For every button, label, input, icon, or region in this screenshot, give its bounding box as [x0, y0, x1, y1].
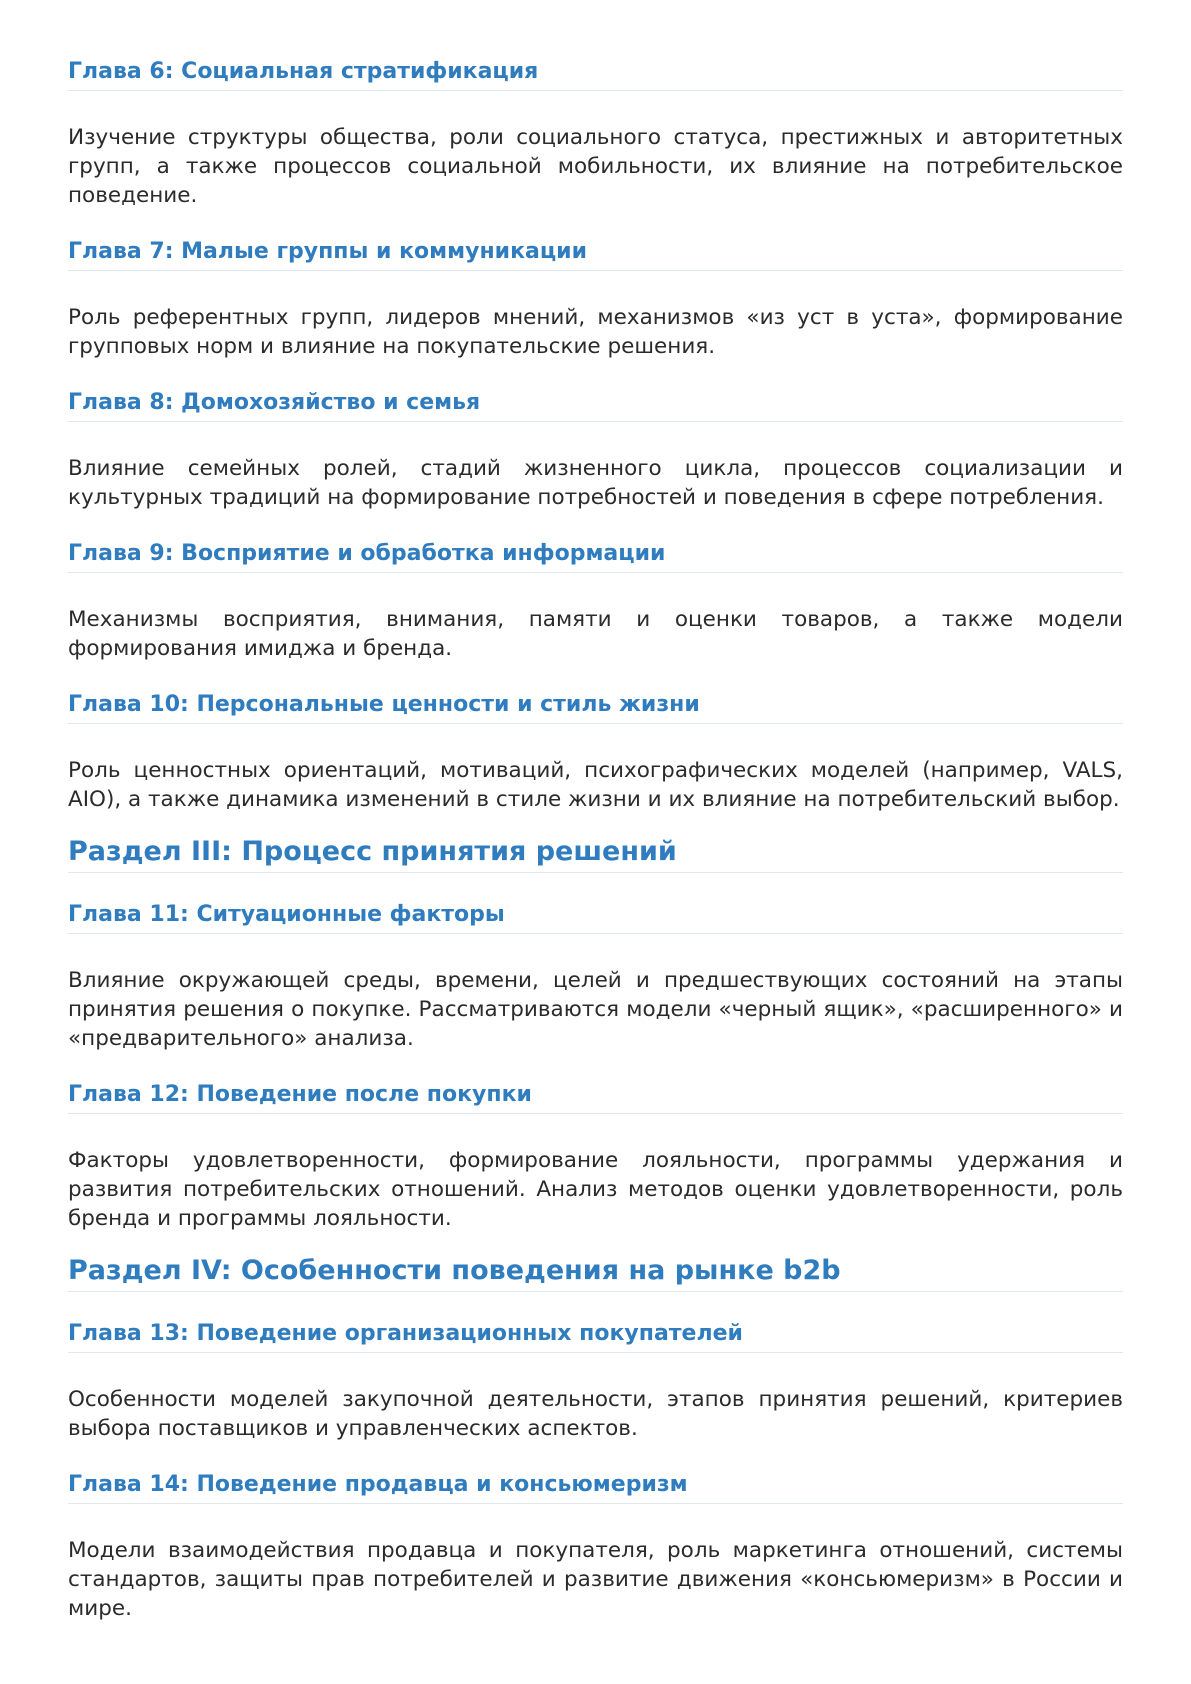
chapter-heading-6: Глава 6: Социальная стратификация	[68, 54, 1123, 91]
chapter-heading-13: Глава 13: Поведение организационных покупателей	[68, 1316, 1123, 1353]
chapter-9-description: Механизмы восприятия, внимания, памяти и оценки товаров, а также модели формирования имиджа и бренда.	[68, 607, 1123, 661]
chapter-14-description: Модели взаимодействия продавца и покупателя, роль маркетинга отношений, системы стандартов, защиты прав потребителей и развитие движения «консьюмеризм» в России и мире.	[68, 1538, 1123, 1621]
document-body	[68, 54, 1123, 1623]
section-heading-4: Раздел IV: Особенности поведения на рынке b2b	[68, 1251, 1123, 1292]
chapter-heading-7: Глава 7: Малые группы и коммуникации	[68, 234, 1123, 271]
chapter-11-description: Влияние окружающей среды, времени, целей и предшествующих состояний на этапы принятия решения о покупке. Рассматриваются модели «черный ящик», «расширенного» и «предварительного» анализа.	[68, 968, 1123, 1051]
chapter-6-description: Изучение структуры общества, роли социального статуса, престижных и авторитетных групп, а также процессов социальной мобильности, их влияние на потребительское поведение.	[68, 125, 1123, 208]
chapter-12-description: Факторы удовлетворенности, формирование лояльности, программы удержания и развития потребительских отношений. Анализ методов оценки удовлетворенности, роль бренда и программы лояльности.	[68, 1148, 1123, 1231]
chapter-13-description: Особенности моделей закупочной деятельности, этапов принятия решений, критериев выбора поставщиков и управленческих аспектов.	[68, 1387, 1123, 1441]
section-heading-3: Раздел III: Процесс принятия решений	[68, 832, 1123, 873]
chapter-heading-10: Глава 10: Персональные ценности и стиль жизни	[68, 687, 1123, 724]
chapter-heading-11: Глава 11: Ситуационные факторы	[68, 897, 1123, 934]
chapter-7-description: Роль референтных групп, лидеров мнений, механизмов «из уст в уста», формирование групповых норм и влияние на покупательские решения.	[68, 305, 1123, 359]
chapter-8-description: Влияние семейных ролей, стадий жизненного цикла, процессов социализации и культурных традиций на формирование потребностей и поведения в сфере потребления.	[68, 456, 1123, 510]
chapter-heading-8: Глава 8: Домохозяйство и семья	[68, 385, 1123, 422]
chapter-heading-12: Глава 12: Поведение после покупки	[68, 1077, 1123, 1114]
chapter-10-description: Роль ценностных ориентаций, мотиваций, психографических моделей (например, VALS, AIO), а также динамика изменений в стиле жизни и их влияние на потребительский выбор.	[68, 758, 1123, 812]
chapter-heading-9: Глава 9: Восприятие и обработка информации	[68, 536, 1123, 573]
chapter-heading-14: Глава 14: Поведение продавца и консьюмеризм	[68, 1467, 1123, 1504]
